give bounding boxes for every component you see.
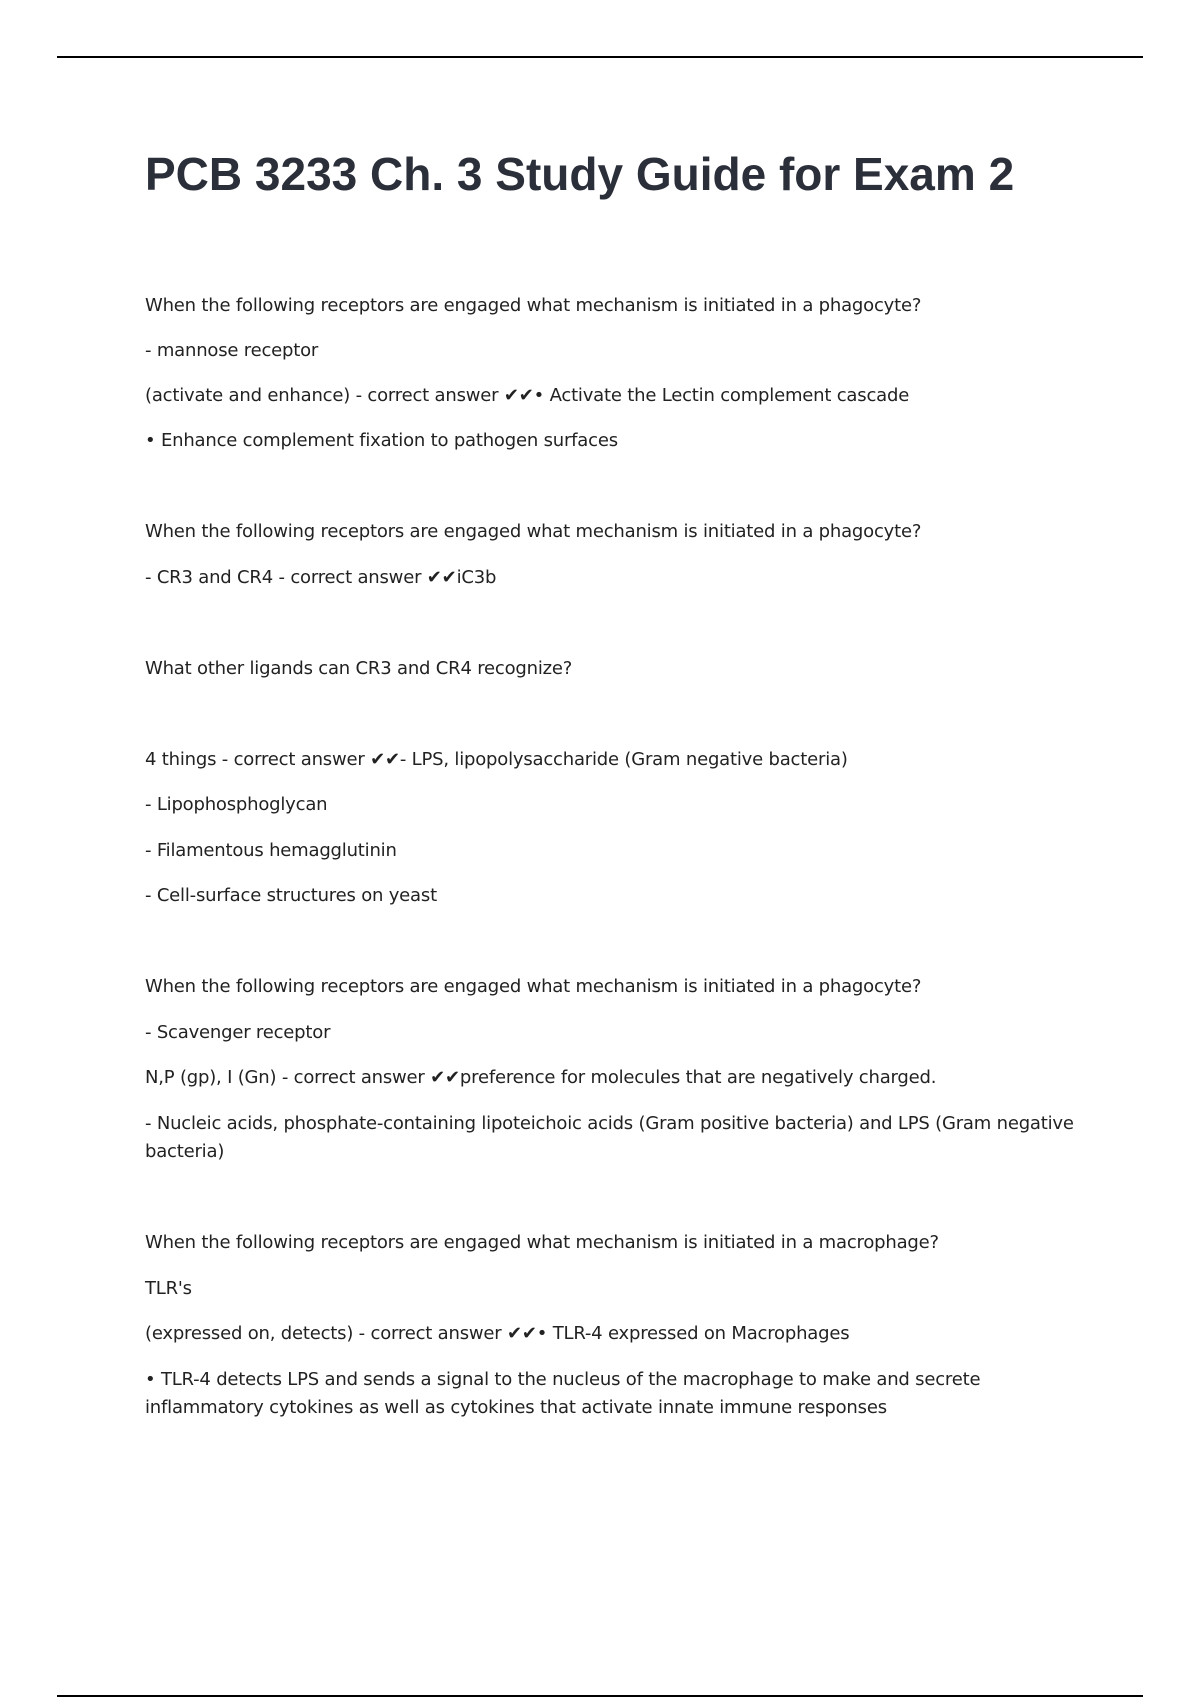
question-5-text: When the following receptors are engaged what mechanism is initiated in a phagocyte? [145, 976, 922, 997]
question-4-item-yeast: - Cell-surface structures on yeast [145, 885, 437, 906]
question-5-answer: N,P (gp), I (Gn) - correct answer ✔✔preference for molecules that are negatively charged. [145, 1067, 937, 1088]
top-divider [57, 56, 1143, 58]
bottom-divider [57, 1695, 1143, 1697]
question-1-receptor: - mannose receptor [145, 340, 319, 361]
question-4-item-hemagglutinin: - Filamentous hemagglutinin [145, 840, 397, 861]
question-6-text: When the following receptors are engaged what mechanism is initiated in a macrophage? [145, 1232, 939, 1253]
question-2-answer: - CR3 and CR4 - correct answer ✔✔iC3b [145, 567, 497, 588]
question-2-text: When the following receptors are engaged what mechanism is initiated in a phagocyte? [145, 521, 922, 542]
question-1-text: When the following receptors are engaged what mechanism is initiated in a phagocyte? [145, 295, 922, 316]
question-5-receptor: - Scavenger receptor [145, 1022, 331, 1043]
question-4-item-lipophosphoglycan: - Lipophosphoglycan [145, 794, 328, 815]
question-3-text: What other ligands can CR3 and CR4 recognize? [145, 658, 573, 679]
question-5-answer-detail: - Nucleic acids, phosphate-containing lipoteichoic acids (Gram positive bacteria) and LPS (Gram negative bacteria) [145, 1113, 1074, 1162]
question-6-receptor: TLR's [145, 1278, 192, 1299]
question-1-answer-bullet: • Enhance complement fixation to pathogen surfaces [145, 430, 618, 451]
question-4-answer: 4 things - correct answer ✔✔- LPS, lipopolysaccharide (Gram negative bacteria) [145, 749, 848, 770]
question-1-answer: (activate and enhance) - correct answer ✔✔• Activate the Lectin complement cascade [145, 385, 910, 406]
question-6-answer-detail: • TLR-4 detects LPS and sends a signal to the nucleus of the macrophage to make and secrete inflammatory cytokines as well as cytokines that activate innate immune responses [145, 1369, 981, 1418]
document-title: PCB 3233 Ch. 3 Study Guide for Exam 2 [145, 148, 1015, 200]
question-6-answer: (expressed on, detects) - correct answer ✔✔• TLR-4 expressed on Macrophages [145, 1323, 850, 1344]
